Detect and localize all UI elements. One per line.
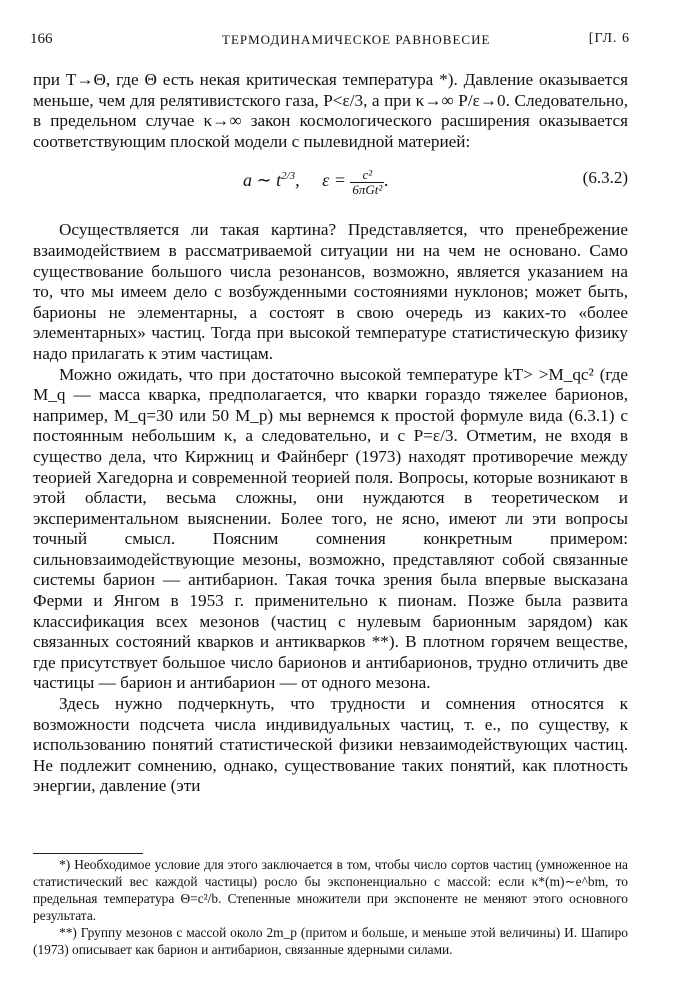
- paragraph-3: Можно ожидать, что при достаточно высокой температуре kT> >M_qc² (где M_q — масса кварка, предполагается, что кварки гораздо тяжелее барионов, например, M_q=30 или 50 M_p) мы вернемся к простой формуле вида (6.3.1) с постоянным небольшим κ, а следовательно, и с P=ε/3. Отметим, не входя в существо дела, что Киржниц и Файнберг (1973) находят противоречие между теорией Хагедорна и современной теорией поля. Вопросы, которые возникают в этой области, весьма сложны, они нуждаются в теоретическом и экспериментальном выяснении. Более того, не ясно, имеют ли эти вопросы точный смысл. Поясним сомнения конкретным примером: сильновзаимодействующие мезоны, возможно, представляют собой связанные системы барион — антибарион. Такая точка зрения была впервые высказана Ферми и Янгом в 1953 г. применительно к пионам. Позже была развита классификация всех мезонов (частиц с нулевым барионным зарядом) как связанных состояний кварков и антикварков **). В плотном горячем веществе, где присутствует большое число барионов и антибарионов, трудно отличить две частицы — барион и антибарион — от одного мезона.: [33, 364, 628, 693]
- main-text: [33, 70, 628, 797]
- page-header: [30, 31, 630, 53]
- equation-exponent: 2/3: [281, 170, 296, 183]
- paragraph-1: при T→Θ, где Θ есть некая критическая температура *). Давление оказывается меньше, чем для релятивистского газа, P<ε/3, а при κ→∞ P/ε→0. Следовательно, в предельном случае κ→∞ закон космологического расширения оказывается соответствующим плоской модели с пылевидной материей:: [33, 70, 628, 151]
- running-title: ТЕРМОДИНАМИЧЕСКОЕ РАВНОВЕСИЕ: [222, 32, 491, 47]
- paragraph-4: Здесь нужно подчеркнуть, что трудности и сомнения относятся к возможности подсчета числа индивидуальных частиц, т. е., по существу, к использованию понятий статистической физики невзаимодействующих частиц. Не подлежит сомнению, однако, существование таких понятий, как плотность энергии, давление (эти: [33, 694, 628, 796]
- equation-lhs: a ∼ t: [243, 170, 282, 191]
- footnotes: [33, 857, 628, 958]
- equation-dot: .: [384, 170, 389, 191]
- footnote-1: *) Необходимое условие для этого заключается в том, чтобы число сортов частиц (умноженное на статистический вес каждой частицы) росло бы экспоненциально с массой: если κ*(m)∼e^bm, то предельная температура Θ=c²/b. Степенные множители при экспоненте не меняют этого основного результата.: [33, 857, 628, 923]
- paragraph-2: Осуществляется ли такая картина? Представляется, что пренебрежение взаимодействием в рассматриваемой ситуации ни на чем не основано. Само существование большого числа резонансов, возможно, является указанием на то, что мы имеем дело с возбужденными состояниями нуклонов; может быть, барионы не элементарны, а состоят в свою очередь из каких-то «более элементарных» частиц. Тогда при высокой температуре статистическую физику надо прилагать к этим частицам.: [33, 220, 628, 363]
- equation-eps: ε =: [322, 170, 346, 191]
- fraction-denominator: 6πGt²: [352, 181, 383, 197]
- equation-fraction: [350, 168, 384, 197]
- page-number: 166: [30, 31, 53, 47]
- fraction-numerator: c²: [350, 168, 384, 183]
- equation-formula: [243, 166, 389, 196]
- equation-number: (6.3.2): [582, 168, 628, 188]
- footnote-rule: [33, 853, 143, 854]
- equation-6-3-2: [33, 156, 628, 204]
- equation-comma: ,: [295, 170, 300, 191]
- footnote-2: **) Группу мезонов с массой около 2m_p (притом и больше, и меньше этой величины) И. Шапиро (1973) описывает как барион и антибарион, связанные ядерными силами.: [33, 924, 628, 957]
- chapter-label: [ГЛ. 6: [588, 31, 630, 46]
